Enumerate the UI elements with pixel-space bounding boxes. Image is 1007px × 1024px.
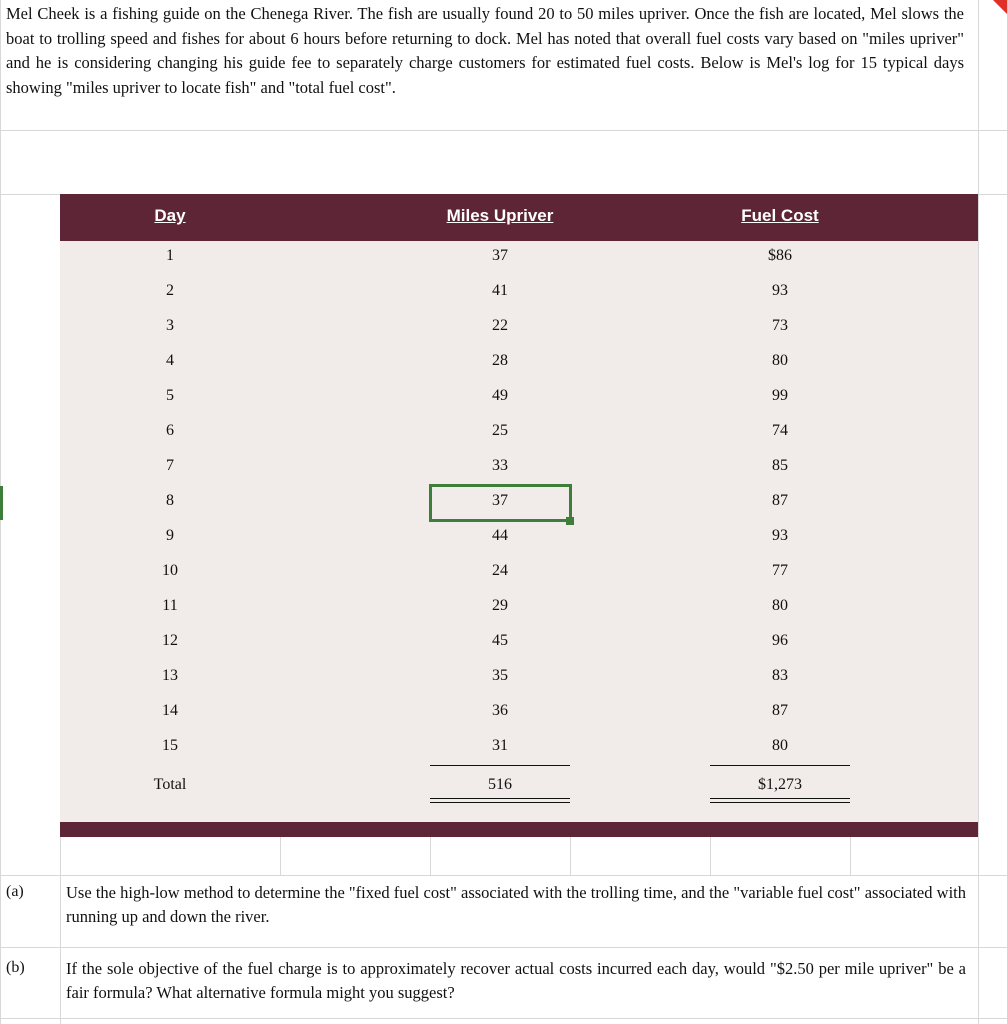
total-miles[interactable]: 516 [488, 776, 512, 793]
question-a-text: Use the high-low method to determine the "fixed fuel cost" associated with the trolling time, and the "variable fuel cost" associated with running up and down the river. [66, 883, 966, 926]
fuel-cell[interactable]: 96 [772, 632, 788, 649]
header-day: Day [154, 206, 186, 225]
day-cell[interactable]: 8 [166, 492, 174, 509]
fuel-cell[interactable]: 93 [772, 527, 788, 544]
miles-cell[interactable]: 36 [492, 702, 508, 719]
day-cell[interactable]: 4 [166, 352, 174, 369]
header-miles-upriver: Miles Upriver [446, 206, 554, 225]
fuel-cell[interactable]: 74 [772, 422, 788, 439]
miles-cell[interactable]: 37 [492, 492, 508, 509]
problem-statement: Mel Cheek is a fishing guide on the Chenega River. The fish are usually found 20 to 50 miles upriver. Once the fish are located, Mel slows the boat to trolling speed and fishes for about 6 hours before returning to dock. Mel has noted that overall fuel costs vary based on "miles upriver" and he is considering changing his guide fee to separately charge customers for estimated fuel costs. Below is Mel's log for 15 typical days showing "miles upriver to locate fish" and "total fuel cost". [6, 4, 964, 97]
fuel-total-double-rule [710, 798, 850, 803]
day-cell[interactable]: 15 [162, 737, 178, 754]
fuel-cell[interactable]: 99 [772, 387, 788, 404]
day-cell[interactable]: 2 [166, 282, 174, 299]
miles-cell[interactable]: 33 [492, 457, 508, 474]
fuel-cell[interactable]: 73 [772, 317, 788, 334]
day-cell[interactable]: 12 [162, 632, 178, 649]
comment-indicator-icon[interactable] [993, 0, 1007, 14]
fuel-cell[interactable]: 80 [772, 597, 788, 614]
miles-total-double-rule [430, 798, 570, 803]
fuel-cell[interactable]: 83 [772, 667, 788, 684]
question-b-text: If the sole objective of the fuel charge is to approximately recover actual costs incurred each day, would "$2.50 per mile upriver" be a fair formula? What alternative formula might you suggest? [66, 959, 966, 1002]
fuel-cell[interactable]: 80 [772, 737, 788, 754]
selected-row-indicator [0, 486, 3, 520]
miles-cell[interactable]: 24 [492, 562, 508, 579]
fuel-subtotal-rule [710, 765, 850, 766]
question-a-label: (a) [6, 883, 24, 900]
miles-subtotal-rule [430, 765, 570, 766]
total-fuel[interactable]: $1,273 [758, 776, 802, 793]
day-cell[interactable]: 11 [162, 597, 178, 614]
miles-cell[interactable]: 45 [492, 632, 508, 649]
day-cell[interactable]: 7 [166, 457, 174, 474]
miles-cell[interactable]: 41 [492, 282, 508, 299]
miles-cell[interactable]: 44 [492, 527, 508, 544]
selected-cell-outline[interactable] [429, 484, 572, 522]
fill-handle[interactable] [566, 517, 574, 525]
day-cell[interactable]: 6 [166, 422, 174, 439]
miles-cell[interactable]: 31 [492, 737, 508, 754]
day-cell[interactable]: 13 [162, 667, 178, 684]
table-footer-bar [60, 822, 978, 837]
total-label: Total [153, 776, 187, 793]
day-cell[interactable]: 5 [166, 387, 174, 404]
miles-cell[interactable]: 49 [492, 387, 508, 404]
fuel-cell[interactable]: 87 [772, 702, 788, 719]
fuel-cell[interactable]: 85 [772, 457, 788, 474]
miles-cell[interactable]: 29 [492, 597, 508, 614]
fuel-cell[interactable]: 87 [772, 492, 788, 509]
day-cell[interactable]: 14 [162, 702, 178, 719]
fuel-cell[interactable]: $86 [768, 247, 792, 264]
miles-cell[interactable]: 22 [492, 317, 508, 334]
fuel-cell[interactable]: 93 [772, 282, 788, 299]
day-cell[interactable]: 10 [162, 562, 178, 579]
miles-cell[interactable]: 37 [492, 247, 508, 264]
miles-cell[interactable]: 35 [492, 667, 508, 684]
header-fuel-cost: Fuel Cost [741, 206, 819, 225]
day-cell[interactable]: 9 [166, 527, 174, 544]
question-b-label: (b) [6, 959, 25, 976]
miles-cell[interactable]: 28 [492, 352, 508, 369]
fuel-cell[interactable]: 77 [772, 562, 788, 579]
day-cell[interactable]: 3 [166, 317, 174, 334]
day-cell[interactable]: 1 [166, 247, 174, 264]
miles-cell[interactable]: 25 [492, 422, 508, 439]
fuel-cell[interactable]: 80 [772, 352, 788, 369]
